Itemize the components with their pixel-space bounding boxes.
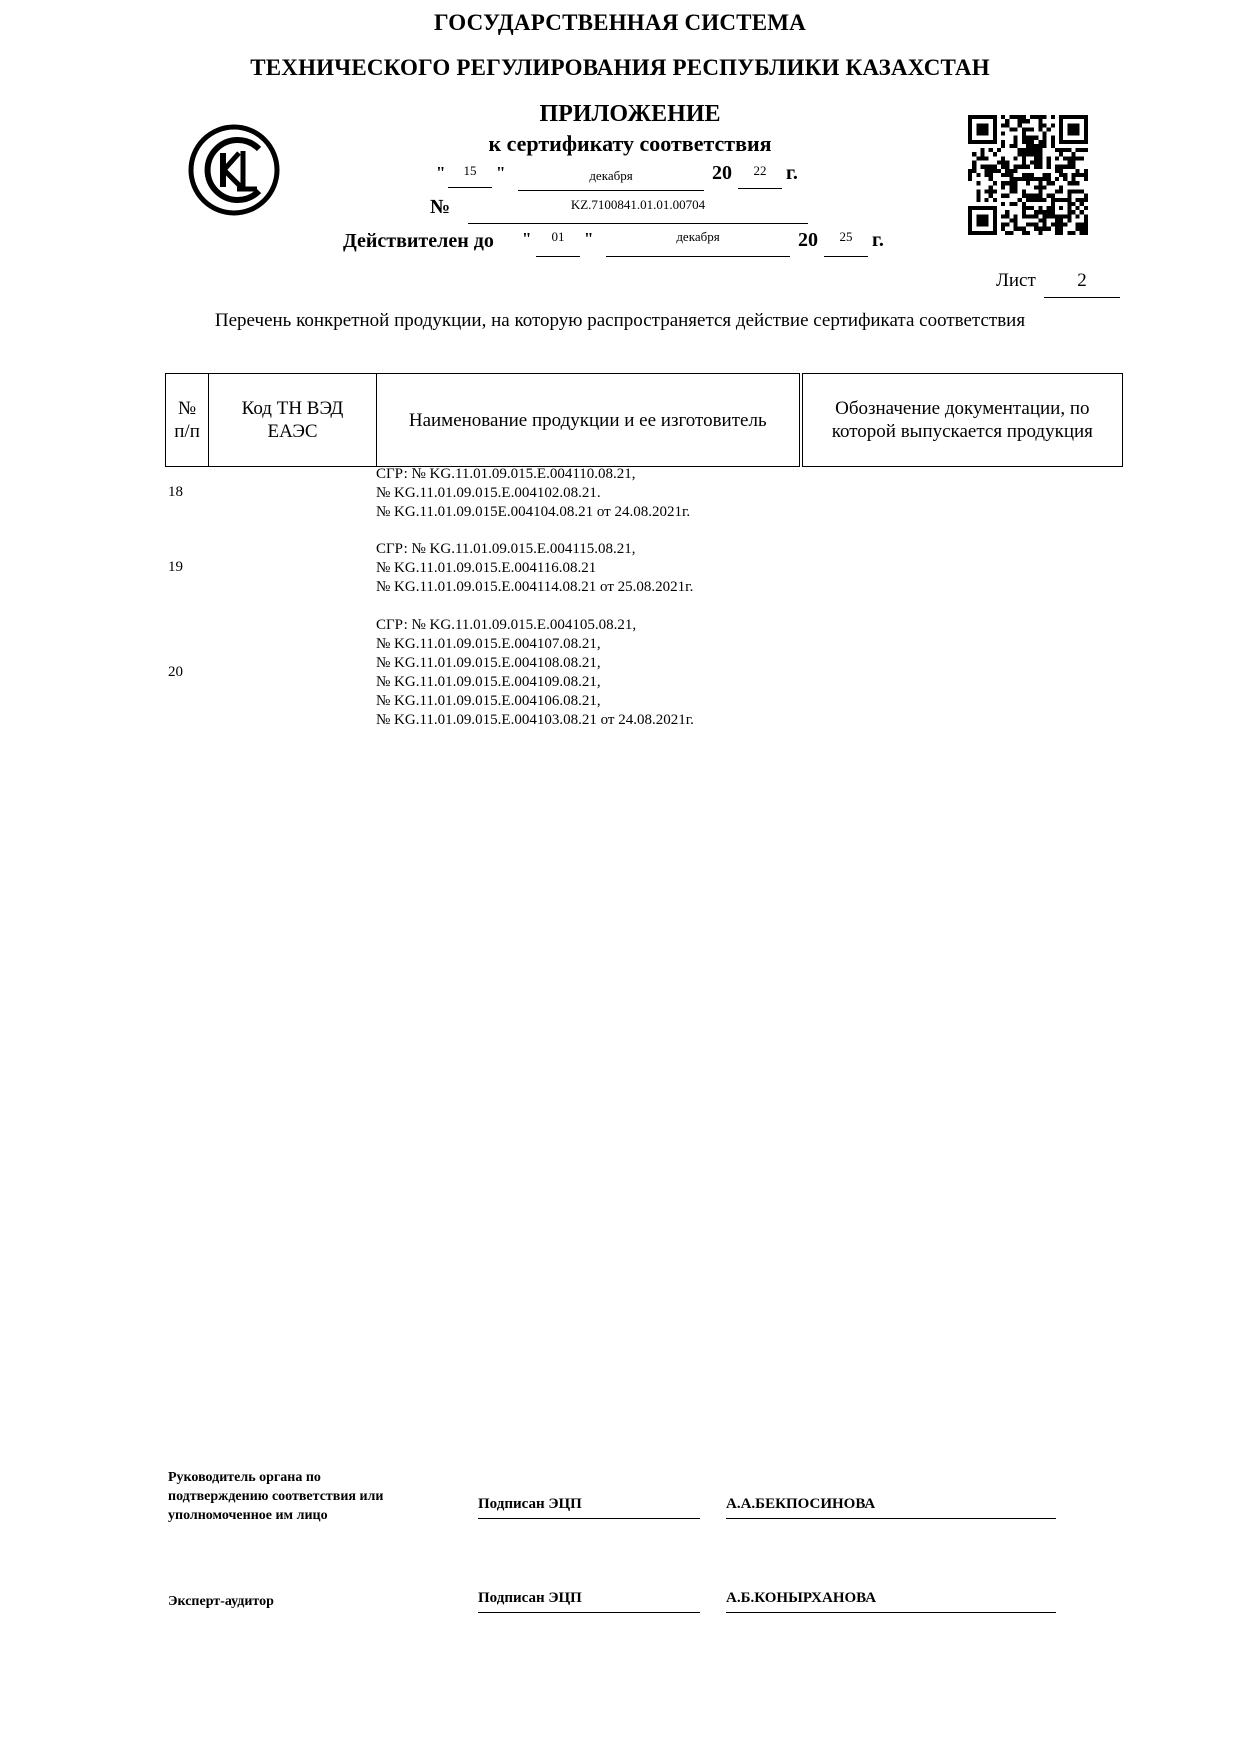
issue-year-suffix: 22 xyxy=(738,163,782,189)
valid-year-suffix: 25 xyxy=(824,229,868,257)
number-label: № xyxy=(430,196,451,218)
header-doc xyxy=(801,374,1123,467)
row-18-line: № KG.11.01.09.015Е.004104.08.21 от 24.08.2021г. xyxy=(376,504,691,520)
row-20-num: 20 xyxy=(168,664,183,680)
appendix-title: ПРИЛОЖЕНИЕ xyxy=(539,101,721,127)
issue-month: декабря xyxy=(518,168,704,191)
row-19-line: № KG.11.01.09.015.Е.004114.08.21 от 25.08.2021г. xyxy=(376,579,694,595)
sheet-label: Лист xyxy=(996,270,1036,291)
valid-quote-open: " xyxy=(522,229,532,248)
row-20-text xyxy=(376,616,694,730)
header-doc-line1: Обозначение документации, по xyxy=(835,398,1090,419)
row-20-line: № KG.11.01.09.015.Е.004106.08.21, xyxy=(376,693,601,709)
row-19-line: СГР: № KG.11.01.09.015.Е.004115.08.21, xyxy=(376,541,636,557)
sheet-number: 2 xyxy=(1044,270,1120,298)
header-line1: ГОСУДАРСТВЕННАЯ СИСТЕМА xyxy=(434,10,806,35)
certificate-number: KZ.7100841.01.01.00704 xyxy=(468,197,808,224)
header-num-line2: п/п xyxy=(174,421,200,442)
head-name: А.А.БЕКПОСИНОВА xyxy=(726,1496,1056,1519)
row-20-line: № KG.11.01.09.015.Е.004108.08.21, xyxy=(376,655,601,671)
valid-year-prefix: 20 xyxy=(798,229,818,251)
row-20-line: № KG.11.01.09.015.Е.004103.08.21 от 24.08.2021г. xyxy=(376,712,694,728)
row-19-text xyxy=(376,540,693,597)
header-num-line1: № xyxy=(178,398,197,419)
valid-year-unit: г. xyxy=(872,229,884,251)
row-18-line: СГР: № KG.11.01.09.015.Е.004110.08.21, xyxy=(376,466,636,482)
header-line2: ТЕХНИЧЕСКОГО РЕГУЛИРОВАНИЯ РЕСПУБЛИКИ КАЗАХСТАН xyxy=(250,55,990,80)
header-code-line1: Код ТН ВЭД xyxy=(241,398,344,419)
header-doc-line2: которой выпускается продукция xyxy=(831,421,1093,442)
head-label-line2: подтверждению соответствия или xyxy=(168,1489,384,1504)
row-18-num: 18 xyxy=(168,484,183,500)
row-19-line: № KG.11.01.09.015.Е.004116.08.21 xyxy=(376,560,597,576)
row-20-line: СГР: № KG.11.01.09.015.Е.004105.08.21, xyxy=(376,617,637,633)
qr-code-icon xyxy=(968,115,1088,235)
appendix-subtitle: к сертификату соответствия xyxy=(488,131,772,156)
issue-quote-open: " xyxy=(436,163,446,182)
issue-year-unit: г. xyxy=(786,162,798,184)
header-num xyxy=(166,374,209,467)
row-18-line: № KG.11.01.09.015.Е.004102.08.21. xyxy=(376,485,601,501)
row-18-text xyxy=(376,465,690,522)
issue-day: 15 xyxy=(448,163,492,188)
valid-until-label: Действителен до xyxy=(343,230,494,252)
expert-signed: Подписан ЭЦП xyxy=(478,1590,700,1613)
row-19-num: 19 xyxy=(168,559,183,575)
head-label-line1: Руководитель органа по xyxy=(168,1470,321,1485)
table-header-row xyxy=(166,374,1123,467)
issue-quote-close: " xyxy=(496,163,506,182)
head-label-line3: уполномоченное им лицо xyxy=(168,1508,328,1523)
valid-quote-close: " xyxy=(584,229,594,248)
expert-label: Эксперт-аудитор xyxy=(168,1594,274,1609)
valid-day: 01 xyxy=(536,229,580,257)
issue-year-prefix: 20 xyxy=(712,162,732,184)
valid-month: декабря xyxy=(606,229,790,257)
kz-conformity-mark-icon xyxy=(187,123,281,217)
header-name: Наименование продукции и ее изготовитель xyxy=(376,374,800,467)
row-20-line: № KG.11.01.09.015.Е.004109.08.21, xyxy=(376,674,601,690)
products-table xyxy=(165,373,1123,467)
header-code-line2: ЕАЭС xyxy=(267,421,318,442)
head-signed: Подписан ЭЦП xyxy=(478,1496,700,1519)
head-signatory-label xyxy=(168,1468,383,1525)
expert-name: А.Б.КОНЫРХАНОВА xyxy=(726,1590,1056,1613)
row-20-line: № KG.11.01.09.015.Е.004107.08.21, xyxy=(376,636,601,652)
list-caption: Перечень конкретной продукции, на которую распространяется действие сертификата соответствия xyxy=(214,310,1026,331)
header-code xyxy=(209,374,377,467)
